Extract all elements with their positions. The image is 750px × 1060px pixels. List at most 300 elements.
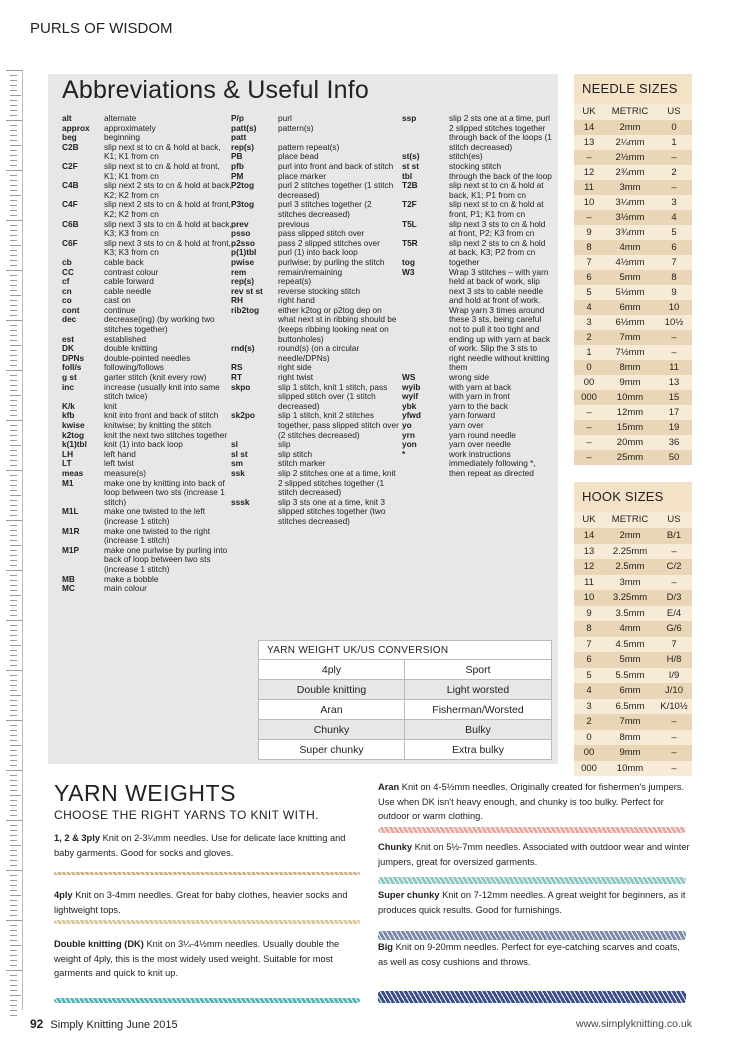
needle-row [574, 390, 692, 405]
abbr-term: wyib [402, 381, 421, 392]
needle-cell: 2¼mm [615, 137, 645, 148]
ruler-tick [10, 960, 17, 961]
yarn-weight-entry [378, 840, 690, 869]
hook-row [574, 544, 692, 560]
hook-cell: 10mm [616, 762, 644, 774]
us-weight: Sport [465, 664, 491, 676]
hook-col-header: US [667, 514, 681, 525]
abbr-term: pfb [231, 160, 244, 171]
ruler-tick [10, 240, 17, 241]
hook-cell: H/8 [666, 654, 682, 665]
ruler-tick [10, 125, 17, 126]
ruler-tick [10, 85, 17, 86]
yarn-weight-name: Double knitting (DK) [54, 939, 144, 949]
uk-weight: Super chunky [259, 740, 405, 760]
abbr-definition: slip 3 sts one at a time, knit 3 slipped stitches together (two stitches decreased) [278, 496, 386, 526]
abbr-term: rem [231, 266, 247, 277]
hook-cell: 7 [671, 638, 677, 650]
abbr-term: RH [231, 295, 243, 306]
ruler-tick [10, 160, 17, 161]
ruler-tick [10, 855, 17, 856]
abbr-definition: with yarn at back [449, 381, 512, 392]
needle-cell: 1 [671, 137, 677, 148]
ruler-tick [10, 330, 17, 331]
needle-cell: 00 [583, 377, 595, 388]
ruler-tick [10, 265, 17, 266]
abbr-definition: yarn over needle [449, 439, 511, 450]
abbr-term: * [402, 448, 406, 459]
abbr-term: alt [62, 113, 72, 123]
hook-row [574, 699, 692, 715]
abbr-row [402, 220, 552, 239]
needle-row [574, 120, 692, 135]
ruler-tick [10, 225, 17, 226]
yarn-strand-image [54, 920, 360, 924]
ruler-tick [10, 210, 17, 211]
abbr-term: CC [62, 266, 74, 277]
abbr-definition: with yarn in front [449, 391, 510, 402]
hook-cell: – [671, 762, 677, 774]
abbr-row [231, 344, 401, 363]
hook-row [574, 683, 692, 699]
abbr-term: rnd(s) [231, 343, 255, 354]
abbr-column-2 [231, 114, 401, 527]
needle-cell: 6 [671, 242, 677, 253]
ruler-tick [10, 725, 17, 726]
abbr-definition: purl [278, 113, 292, 123]
page-number: 92 [30, 1017, 44, 1031]
ruler-tick [10, 625, 17, 626]
abbr-term: prev [231, 218, 249, 229]
abbr-definition: slip next st to cn & hold at back, K1; P1 from cn [449, 180, 544, 200]
ruler-tick [10, 680, 17, 681]
hook-cell: 5mm [619, 654, 641, 665]
ruler-tick [10, 385, 17, 386]
abbr-definition: wrong side [449, 372, 490, 383]
abbr-row [402, 239, 552, 258]
abbr-row [402, 181, 552, 200]
abbr-term: pwise [231, 256, 255, 267]
abbr-definition: following/follows [104, 362, 164, 373]
abbr-definition: beginning [104, 132, 140, 143]
abbr-definition: slip [278, 439, 291, 450]
ruler-tick [10, 805, 17, 806]
hook-cell: 3 [586, 700, 592, 712]
ruler-tick [10, 675, 17, 676]
needle-cell: 50 [668, 452, 680, 463]
ruler-tick [10, 985, 17, 986]
ruler-tick [10, 710, 17, 711]
ruler-tick [6, 720, 22, 721]
abbr-term: rev st st [231, 285, 263, 296]
us-weight: Fisherman/Worsted [432, 704, 524, 716]
ruler-tick [10, 940, 17, 941]
ruler-tick [10, 935, 17, 936]
ruler-tick [6, 920, 22, 921]
yarn-weight-name: 1, 2 & 3ply [54, 833, 100, 843]
yarn-strand-image [378, 877, 686, 884]
needle-col-header: UK [582, 106, 596, 117]
needle-row [574, 165, 692, 180]
hook-cell: 4.5mm [615, 638, 645, 650]
abbr-term: T2B [402, 180, 418, 191]
needle-row [574, 180, 692, 195]
hook-cell: 000 [581, 762, 597, 774]
ruler-tick [10, 930, 17, 931]
abbr-term: P2tog [231, 180, 255, 191]
abbr-term: WS [402, 372, 416, 383]
ruler-tick [10, 700, 17, 701]
yarn-conversion-row [259, 680, 551, 700]
ruler-tick [10, 1000, 17, 1001]
needle-cell: 14 [583, 122, 595, 133]
ruler-tick [10, 980, 17, 981]
hook-row [574, 606, 692, 622]
ruler-tick [10, 415, 17, 416]
abbr-term: PB [231, 151, 243, 162]
ruler-tick [10, 945, 21, 946]
yarn-weight-entry [54, 831, 364, 860]
ruler-tick [10, 275, 17, 276]
hook-cell: 11 [584, 576, 594, 588]
abbr-definition: left hand [104, 448, 136, 459]
ruler-tick [10, 585, 17, 586]
ruler-tick [10, 255, 17, 256]
ruler-tick [10, 405, 17, 406]
yarn-weight-entry [378, 888, 690, 917]
abbr-definition: right twist [278, 372, 314, 383]
hook-cell: 2 [586, 716, 592, 727]
abbr-term: yo [402, 420, 412, 430]
ruler-tick [10, 80, 17, 81]
abbr-definition: previous [278, 218, 310, 229]
ruler-tick [10, 130, 17, 131]
abbr-term: skpo [231, 381, 251, 392]
hook-cell: 3mm [619, 576, 641, 588]
abbr-row [62, 440, 232, 450]
needle-row [574, 195, 692, 210]
abbr-term: yon [402, 439, 417, 450]
needle-cell: 19 [668, 422, 680, 433]
ruler-tick [10, 345, 21, 346]
hook-cell: 6 [586, 654, 592, 665]
abbr-definition: make one by knitting into back of loop between two sts (increase 1 stitch) [104, 477, 225, 507]
ruler-tick [10, 905, 17, 906]
us-weight: Bulky [465, 724, 491, 736]
hook-cell: 2.25mm [612, 545, 648, 557]
ruler-tick [10, 395, 21, 396]
abbr-term: psso [231, 228, 251, 239]
ruler-tick [10, 900, 17, 901]
ruler-tick [10, 645, 21, 646]
needle-cell: 20mm [616, 437, 644, 448]
ruler-tick [10, 110, 17, 111]
abbr-definition: pass slipped stitch over [278, 228, 365, 239]
hook-cell: 10 [583, 592, 595, 603]
hook-cell: 4mm [619, 623, 641, 634]
abbr-definition: round(s) (on a circular needle/DPNs) [278, 343, 360, 363]
abbr-definition: slip next 3 sts to cn & hold at front, P2; K3 from cn [449, 218, 546, 239]
ruler-tick [10, 815, 17, 816]
needle-row [574, 285, 692, 300]
ruler-tick [10, 640, 17, 641]
needle-row [574, 150, 692, 165]
abbr-term: inc [62, 381, 74, 392]
ruler-tick [10, 865, 17, 866]
ruler-tick [10, 465, 17, 466]
ruler-tick [10, 715, 17, 716]
abbr-row [62, 124, 232, 134]
ruler-tick [10, 450, 17, 451]
abbr-definition: slip next 3 sts to cn & hold at back, K3; K3 from cn [104, 218, 232, 239]
abbr-term: DPNs [62, 352, 85, 363]
needle-cell: 5½mm [615, 287, 645, 298]
abbr-definition: cable needle [104, 285, 152, 296]
ruler-tick [10, 200, 17, 201]
needle-col-header: METRIC [611, 106, 649, 117]
hook-cell: C/2 [666, 561, 682, 572]
ruler-tick [6, 270, 22, 271]
ruler-tick [10, 195, 21, 196]
hook-sizes-title: HOOK SIZES [574, 482, 692, 512]
hook-cell: 12 [583, 561, 595, 572]
abbr-row [402, 200, 552, 219]
needle-cell: – [586, 437, 592, 448]
hook-row [574, 575, 692, 591]
hook-cell: 6mm [619, 685, 641, 696]
abbr-definition: make one twisted to the right (increase 1 stitch) [104, 525, 211, 546]
ruler-tick [10, 540, 17, 541]
abbr-row [231, 124, 401, 134]
ruler-tick [10, 955, 17, 956]
abbr-term: p(1)tbl [231, 247, 257, 258]
abbr-definition: purl (1) into back loop [278, 247, 358, 258]
abbr-term: RT [231, 372, 243, 383]
ruler-tick [10, 90, 17, 91]
ruler-tick [10, 610, 17, 611]
ruler-tick [10, 230, 17, 231]
ruler-tick [10, 295, 21, 296]
ruler-tick [10, 810, 17, 811]
ruler-tick [10, 630, 17, 631]
ruler-tick [10, 525, 17, 526]
abbr-row [402, 114, 552, 152]
yarn-weight-description: Knit on 3¼-4½mm needles. Usually double the weight of 4ply, this is the most widely used weight. Suitable for most garments and quick to knit up. [54, 939, 340, 978]
abbr-row [231, 306, 401, 344]
abbreviations-title: Abbreviations & Useful Info [62, 76, 369, 104]
needle-row [574, 225, 692, 240]
ruler-tick [10, 215, 17, 216]
abbr-definition: cast on [104, 295, 131, 306]
ruler-tick [6, 870, 22, 871]
hook-cell: E/4 [666, 607, 682, 619]
abbr-term: tog [402, 256, 415, 267]
hook-sizes-table [574, 482, 692, 776]
needle-sizes-title: NEEDLE SIZES [574, 74, 692, 104]
needle-cell: – [586, 152, 592, 163]
hook-cell: 3.25mm [612, 592, 648, 603]
ruler-tick [6, 820, 22, 821]
abbr-row [231, 469, 401, 498]
needle-row [574, 255, 692, 270]
ruler-tick [10, 375, 17, 376]
yarn-weights-subtitle: CHOOSE THE RIGHT YARNS TO KNIT WITH. [54, 808, 319, 822]
abbr-term: p2sso [231, 237, 255, 248]
hook-cell: 8 [586, 623, 592, 634]
abbr-term: k2tog [62, 429, 85, 440]
abbr-definition: place bead [278, 151, 319, 162]
hook-cell: J/10 [665, 685, 683, 696]
abbr-row [62, 315, 232, 334]
needle-cell: 3¾mm [615, 227, 645, 238]
abbr-term: ssk [231, 467, 245, 478]
ruler-tick [10, 655, 17, 656]
abbr-term: sl st [231, 448, 248, 459]
ruler-tick [10, 460, 17, 461]
needle-cell: 11 [669, 362, 679, 373]
hook-row [574, 621, 692, 637]
abbr-row [62, 220, 232, 239]
abbr-definition: work instructions immediately following *, then repeat as directed [449, 448, 536, 478]
abbr-definition: stocking stitch [449, 160, 502, 171]
hook-cell: 6.5mm [615, 700, 645, 712]
ruler-tick [6, 570, 22, 571]
needle-cell: 0 [586, 362, 592, 373]
ruler-tick [10, 735, 17, 736]
ruler-tick [10, 595, 21, 596]
hook-cell: – [671, 576, 677, 588]
abbr-definition: stitch marker [278, 458, 326, 469]
ruler-tick [10, 685, 17, 686]
ruler-tick [6, 770, 22, 771]
us-weight: Extra bulky [452, 744, 504, 756]
abbr-term: est [62, 333, 74, 344]
yarn-strand-image [54, 872, 360, 875]
needle-cell: – [671, 152, 677, 163]
abbr-row [62, 200, 232, 219]
yarn-weight-description: Knit on 2-3¼mm needles. Use for delicate lace knitting and baby garments. Good for socks and gloves. [54, 833, 346, 858]
needle-cell: 9 [671, 287, 677, 298]
ruler-tick [10, 440, 17, 441]
needle-cell: – [586, 422, 592, 433]
hook-cell: D/3 [666, 592, 682, 603]
needle-cell: 2mm [619, 122, 641, 133]
abbr-term: kfb [62, 410, 75, 421]
ruler-tick [10, 355, 17, 356]
needle-cell: 9mm [619, 377, 641, 388]
needle-cell: 4mm [619, 242, 641, 253]
abbr-row [62, 383, 232, 402]
ruler-tick [6, 420, 22, 421]
ruler-tick [10, 1010, 17, 1011]
needle-sizes-table [574, 74, 692, 465]
abbr-term: beg [62, 132, 77, 143]
ruler-tick [10, 205, 17, 206]
needle-cell: 25mm [616, 452, 644, 463]
ruler-tick [6, 620, 22, 621]
abbr-definition: through the back of the loop [449, 170, 552, 181]
hook-row [574, 652, 692, 668]
abbr-row [62, 575, 232, 585]
ruler-tick [10, 95, 21, 96]
ruler-tick [10, 780, 17, 781]
abbr-term: co [62, 295, 72, 306]
abbr-term: MB [62, 573, 75, 584]
abbr-row [62, 479, 232, 508]
hook-row [574, 714, 692, 730]
ruler-tick [10, 590, 17, 591]
ruler-tick [10, 650, 17, 651]
ruler-tick [10, 400, 17, 401]
abbr-definition: alternate [104, 113, 137, 123]
abbr-definition: garter stitch (knit every row) [104, 372, 207, 383]
ruler-tick [10, 250, 17, 251]
abbr-definition: slip next 3 sts to cn & hold at front, K3; K3 from cn [104, 237, 231, 258]
abbr-definition: pass 2 slipped stitches over [278, 237, 380, 248]
ruler-tick [10, 315, 17, 316]
needle-cell: 2 [671, 167, 677, 178]
ruler-tick [10, 635, 17, 636]
abbr-term: rib2tog [231, 304, 260, 315]
hook-row [574, 590, 692, 606]
yarn-weight-name: 4ply [54, 890, 73, 900]
abbr-definition: reverse stocking stitch [278, 285, 361, 296]
ruler-tick [10, 860, 17, 861]
ruler-tick [10, 745, 21, 746]
ruler-tick [10, 600, 17, 601]
ruler-tick [10, 155, 17, 156]
abbr-definition: approximately [104, 122, 156, 133]
needle-cell: 4 [586, 302, 592, 313]
needle-cell: 1 [586, 347, 592, 358]
abbr-term: M1 [62, 477, 74, 488]
needle-row [574, 435, 692, 450]
hook-row [574, 559, 692, 575]
abbr-term: cn [62, 285, 72, 296]
margin-ruler [0, 70, 34, 1020]
abbr-definition: pattern(s) [278, 122, 314, 133]
ruler-tick [10, 430, 17, 431]
hook-cell: – [671, 731, 677, 743]
abbr-term: LH [62, 448, 74, 459]
abbr-row [62, 546, 232, 575]
abbr-term: LT [62, 458, 72, 469]
ruler-tick [10, 190, 17, 191]
abbr-row [402, 450, 552, 479]
abbr-term: patt(s) [231, 122, 257, 133]
yarn-conversion-row [259, 700, 551, 720]
abbr-row [62, 507, 232, 526]
abbr-definition: cable forward [104, 276, 154, 287]
ruler-tick [10, 515, 17, 516]
abbr-row [62, 527, 232, 546]
abbr-term: C4B [62, 180, 79, 191]
abbr-row [62, 450, 232, 460]
ruler-tick [10, 690, 17, 691]
abbr-definition: stitch(es) [449, 151, 483, 162]
abbr-definition: main colour [104, 583, 147, 594]
hook-cell: 3.5mm [615, 607, 645, 619]
ruler-tick [10, 840, 17, 841]
abbr-definition: measure(s) [104, 467, 146, 478]
abbr-definition: yarn round needle [449, 429, 516, 440]
abbr-row [231, 498, 401, 527]
ruler-tick [10, 335, 17, 336]
yarn-weight-description: Knit on 5½-7mm needles. Associated with outdoor wear and winter jumpers, great for oversized garments. [378, 842, 690, 867]
abbr-row [62, 287, 232, 297]
hook-cell: 00 [583, 747, 595, 758]
abbr-definition: slip stitch [278, 448, 313, 459]
